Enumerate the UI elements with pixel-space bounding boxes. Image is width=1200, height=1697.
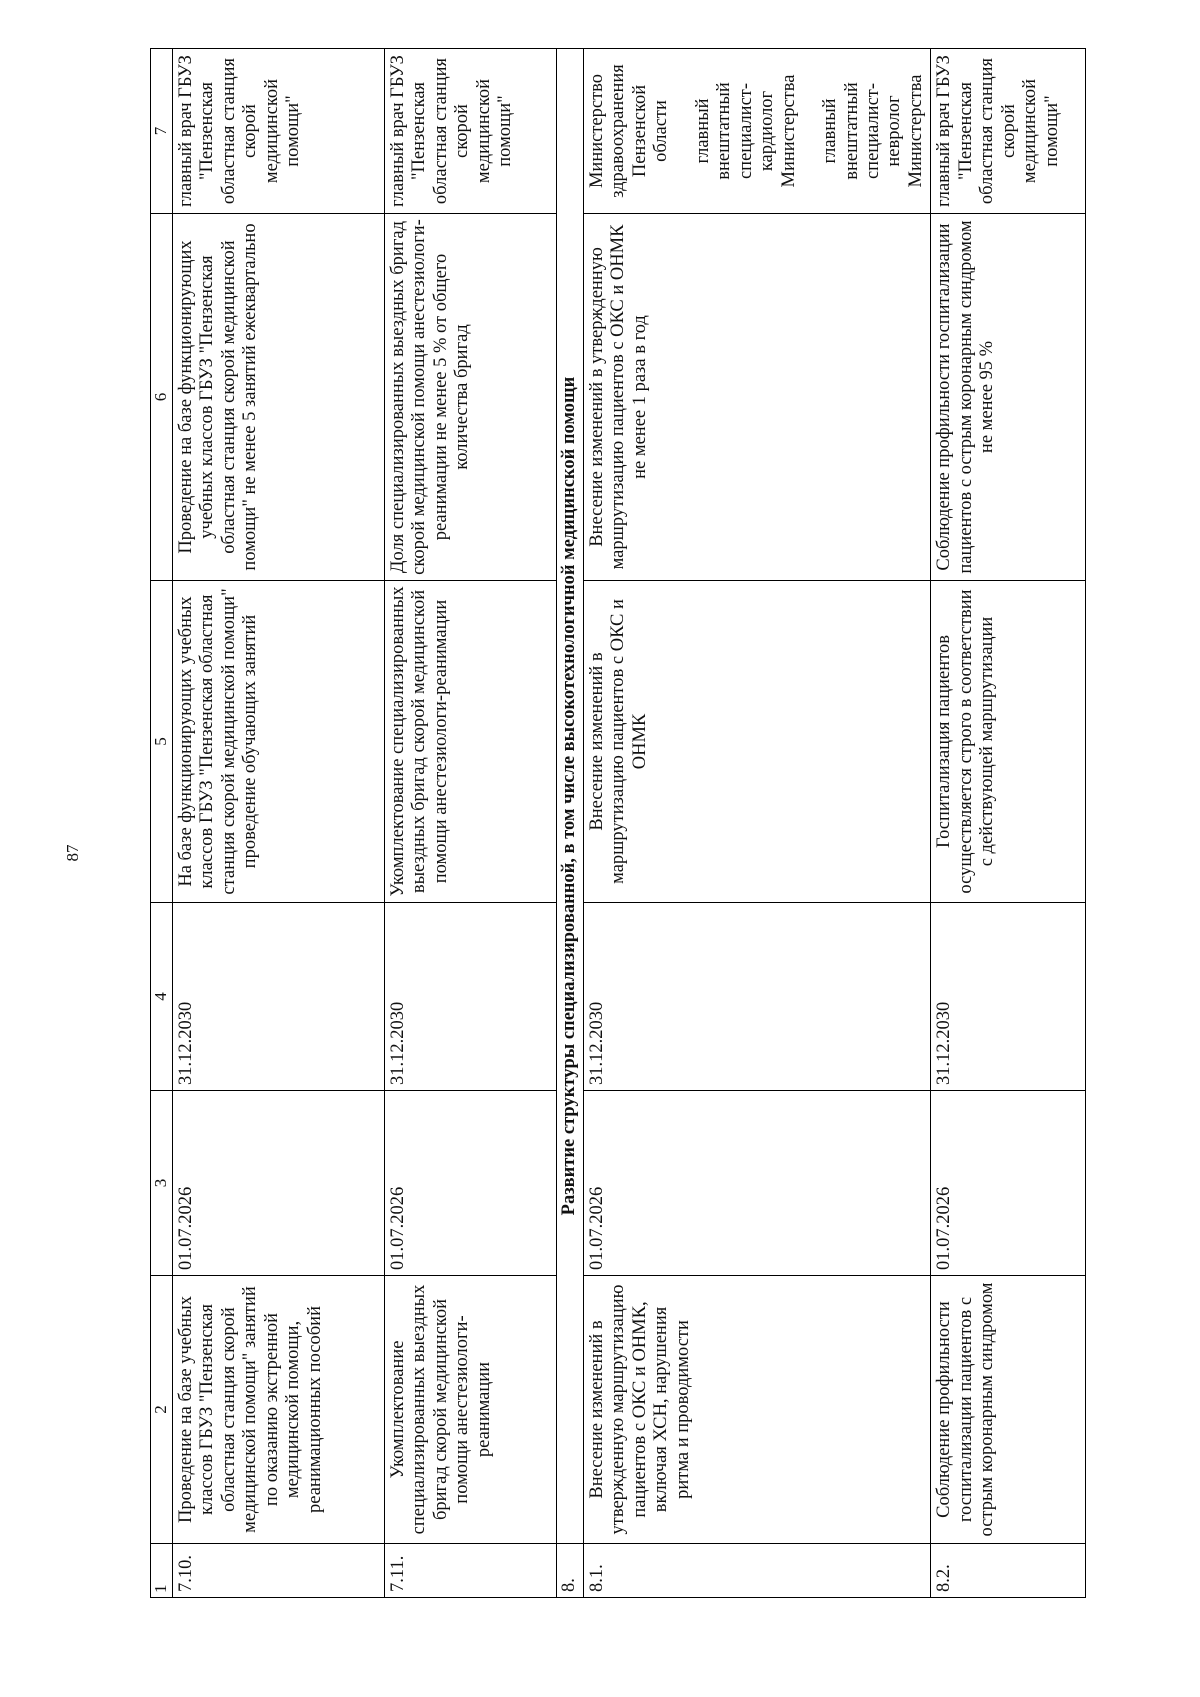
indicator-cell: Проведение на базе функционирующих учебных классов ГБУЗ "Пензенская областная станция скорой медицинской помощи" не менее 5 занятий ежеквартально <box>173 214 385 581</box>
start-date-cell: 01.07.2026 <box>173 1091 385 1276</box>
indicator-cell: Внесение изменений в утвержденную маршрутизацию пациентов с ОКС и ОНМК не менее 1 раза в год <box>584 214 931 581</box>
event-cell: Проведение на базе учебных классов ГБУЗ "Пензенская областная станция скорой медицинской помощи" занятий по оказанию экстренной медицинской помощи, реанимационных пособий <box>173 1276 385 1544</box>
responsible-line: Министерство здравоохранения Пензенской области <box>587 64 672 198</box>
responsible-line: главный врач ГБУЗ "Пензенская областная станция скорой медицинской помощи" <box>934 55 1062 207</box>
responsible-cell <box>584 49 931 214</box>
rotated-table-container <box>150 49 1062 1598</box>
start-date-cell: 01.07.2026 <box>931 1091 1086 1276</box>
row-number: 7.10. <box>173 1544 385 1598</box>
activities-table <box>150 48 1086 1598</box>
event-cell: Соблюдение профильности госпитализации пациентов с острым коронарным синдромом <box>931 1276 1086 1544</box>
row-number: 7.11. <box>385 1544 557 1598</box>
end-date-cell: 31.12.2030 <box>584 903 931 1091</box>
row-number: 8.2. <box>931 1544 1086 1598</box>
indicator-cell: Соблюдение профильности госпитализации пациентов с острым коронарным синдромом не менее 95 % <box>931 214 1086 581</box>
table-row <box>584 49 931 1598</box>
table-row <box>385 49 557 1598</box>
header-cell: 5 <box>151 581 173 903</box>
table-row <box>931 49 1086 1598</box>
result-cell: На базе функционирующих учебных классов ГБУЗ "Пензенская областная станция скорой медицинской помощи" проведение обучающих занятий <box>173 581 385 903</box>
start-date-cell: 01.07.2026 <box>584 1091 931 1276</box>
end-date-cell: 31.12.2030 <box>173 903 385 1091</box>
end-date-cell: 31.12.2030 <box>385 903 557 1091</box>
responsible-line: главный внештатный специалист-кардиолог Министерства <box>692 74 799 188</box>
header-row <box>151 49 173 1598</box>
responsible-line: главный врач ГБУЗ "Пензенская областная станция скорой медицинской помощи" <box>388 55 516 207</box>
header-cell: 6 <box>151 214 173 581</box>
responsible-cell <box>931 49 1086 214</box>
result-cell: Внесение изменений в маршрутизацию пациентов с ОКС и ОНМК <box>584 581 931 903</box>
responsible-line: главный внештатный специалист-невролог Министерства <box>820 74 926 188</box>
result-cell: Госпитализация пациентов осуществляется строго в соответствии с действующей маршрутизации <box>931 581 1086 903</box>
indicator-cell: Доля специализированных выездных бригад скорой медицинской помощи анестезиологи-реанимации не менее 5 % от общего количества бригад <box>385 214 557 581</box>
row-number: 8.1. <box>584 1544 931 1598</box>
header-cell: 2 <box>151 1276 173 1544</box>
page-number: 87 <box>63 844 82 862</box>
table-row <box>173 49 385 1598</box>
event-cell: Внесение изменений в утвержденную маршрутизацию пациентов с ОКС и ОНМК, включая ХСН, нарушения ритма и проводимости <box>584 1276 931 1544</box>
section-number: 8. <box>557 1544 584 1598</box>
responsible-cell <box>173 49 385 214</box>
header-cell: 4 <box>151 903 173 1091</box>
section-title: Развитие структуры специализированной, в том числе высокотехнологичной медицинской помощи <box>557 49 584 1544</box>
result-cell: Укомплектование специализированных выездных бригад скорой медицинской помощи анестезиологи-реанимации <box>385 581 557 903</box>
responsible-cell <box>385 49 557 214</box>
start-date-cell: 01.07.2026 <box>385 1091 557 1276</box>
end-date-cell: 31.12.2030 <box>931 903 1086 1091</box>
header-cell: 1 <box>151 1544 173 1598</box>
header-cell: 3 <box>151 1091 173 1276</box>
responsible-line: главный врач ГБУЗ "Пензенская областная станция скорой медицинской помощи" <box>176 55 304 207</box>
header-cell: 7 <box>151 49 173 214</box>
section-row <box>557 49 584 1598</box>
event-cell: Укомплектование специализированных выездных бригад скорой медицинской помощи анестезиологи-реанимации <box>385 1276 557 1544</box>
